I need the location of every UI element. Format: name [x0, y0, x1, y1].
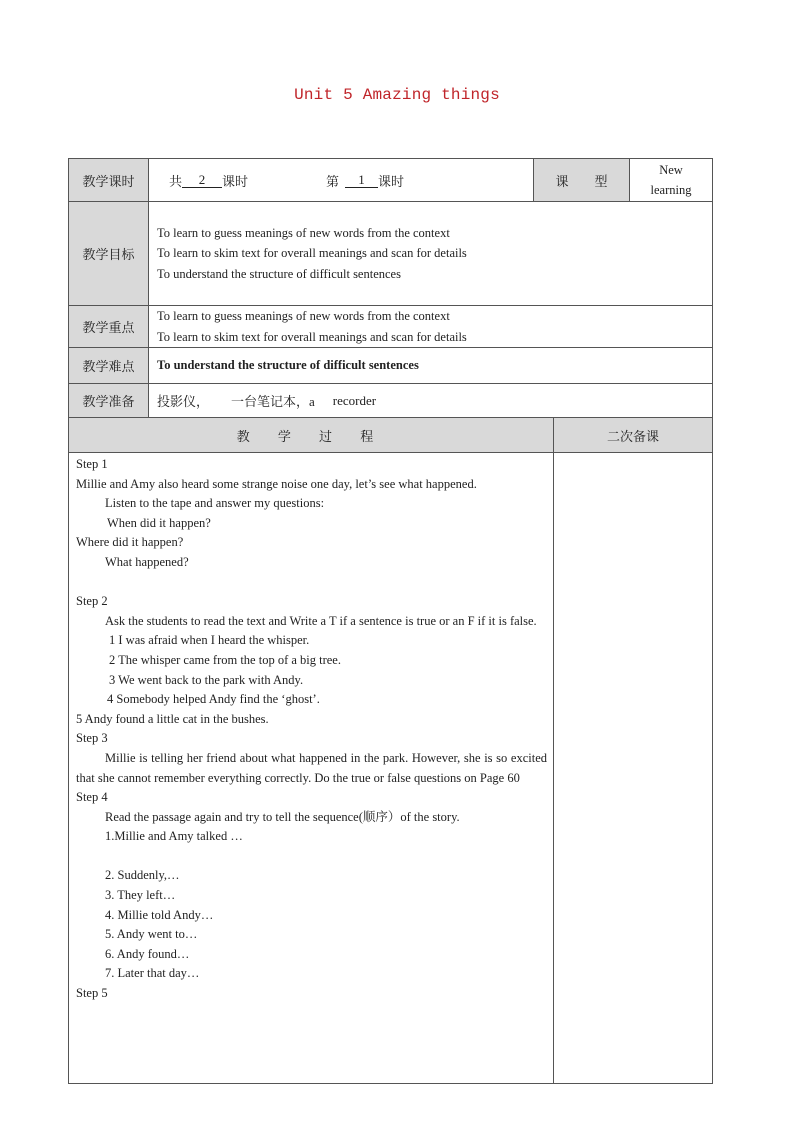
nth-value: 1	[345, 173, 378, 188]
preparation-content	[149, 384, 712, 417]
objective-line: To understand the structure of difficult sentences	[157, 266, 401, 281]
total-suffix: 课时	[222, 173, 249, 189]
process-header: 教 学 过 程	[69, 418, 554, 452]
key-points-label: 教学重点	[69, 306, 149, 347]
step4-item: 1.Millie and Amy talked …	[105, 829, 243, 844]
step-title: Step 1	[76, 457, 108, 471]
step3-text: Millie is telling her friend about what happened in the park. However, she is so excited that she cannot remember everything correctly. Do the true or false questions on Page 60	[76, 750, 547, 785]
difficulties-label: 教学难点	[69, 348, 149, 383]
step2-item: 2 The whisper came from the top of a big tree.	[109, 652, 341, 667]
key-points-content	[149, 306, 712, 347]
preparation-row	[68, 383, 713, 418]
total-prefix: 共	[169, 173, 183, 189]
step2-item: 3 We went back to the park with Andy.	[109, 672, 304, 687]
step2-item: 4 Somebody helped Andy find the ‘ghost’.	[107, 692, 320, 707]
step1-intro: Millie and Amy also heard some strange noise one day, let’s see what happened.	[76, 476, 477, 491]
lesson-hours-row	[68, 158, 713, 202]
step2-item: 5 Andy found a little cat in the bushes.	[76, 711, 269, 726]
step2-item: 1 I was afraid when I heard the whisper.	[109, 633, 310, 648]
objective-line: To learn to guess meanings of new words from the context	[157, 225, 450, 240]
step1-question: What happened?	[105, 554, 189, 569]
step4-item: 3. They left…	[105, 888, 176, 903]
key-points-row	[68, 305, 713, 348]
objectives-row	[68, 201, 713, 306]
step4-item: 4. Millie told Andy…	[105, 907, 214, 922]
step4-instruction: Read the passage again and try to tell the sequence(顺序）of the story.	[105, 809, 460, 824]
step4-item: 6. Andy found…	[105, 946, 190, 961]
nth-suffix: 课时	[378, 173, 405, 189]
difficulties-content: To understand the structure of difficult sentences	[157, 358, 419, 373]
notes-content	[554, 453, 712, 1083]
process-body-row	[68, 452, 713, 1084]
step-title: Step 2	[76, 594, 108, 609]
objectives-content	[149, 202, 712, 305]
notes-header: 二次备课	[554, 418, 712, 452]
step4-item: 7. Later that day…	[105, 966, 200, 981]
prep-item: 投影仪，	[157, 394, 210, 409]
key-point-line: To learn to skim text for overall meanings and scan for details	[157, 329, 467, 344]
total-value: 2	[182, 173, 222, 188]
type-value-line2: learning	[650, 183, 692, 197]
step1-question: When did it happen?	[107, 515, 211, 530]
step4-item: 2. Suddenly,…	[105, 868, 180, 883]
step4-item: 5. Andy went to…	[105, 927, 198, 942]
preparation-label: 教学准备	[69, 384, 149, 417]
key-point-line: To learn to guess meanings of new words from the context	[157, 309, 450, 323]
prep-item: 一台笔记本，a	[231, 394, 315, 409]
page-title: Unit 5 Amazing things	[294, 86, 500, 104]
step1-question: Where did it happen?	[76, 535, 184, 550]
lesson-count	[149, 159, 534, 201]
process-header-row	[68, 417, 713, 453]
step-title: Step 5	[76, 986, 108, 1001]
type-value	[630, 159, 712, 201]
objective-line: To learn to skim text for overall meanings and scan for details	[157, 246, 467, 261]
step-title: Step 3	[76, 731, 108, 746]
type-label: 课 型	[534, 159, 630, 201]
objectives-label: 教学目标	[69, 202, 149, 305]
nth-prefix: 第	[326, 173, 340, 189]
process-content	[69, 453, 554, 1083]
hours-label: 教学课时	[69, 159, 149, 201]
difficulties-row	[68, 347, 713, 384]
step1-task: Listen to the tape and answer my questions:	[105, 496, 325, 511]
step-title: Step 4	[76, 790, 108, 805]
prep-item: recorder	[332, 392, 377, 408]
step2-instruction: Ask the students to read the text and Write a T if a sentence is true or an F if it is false.	[105, 613, 537, 628]
type-value-line1: New	[659, 163, 683, 177]
